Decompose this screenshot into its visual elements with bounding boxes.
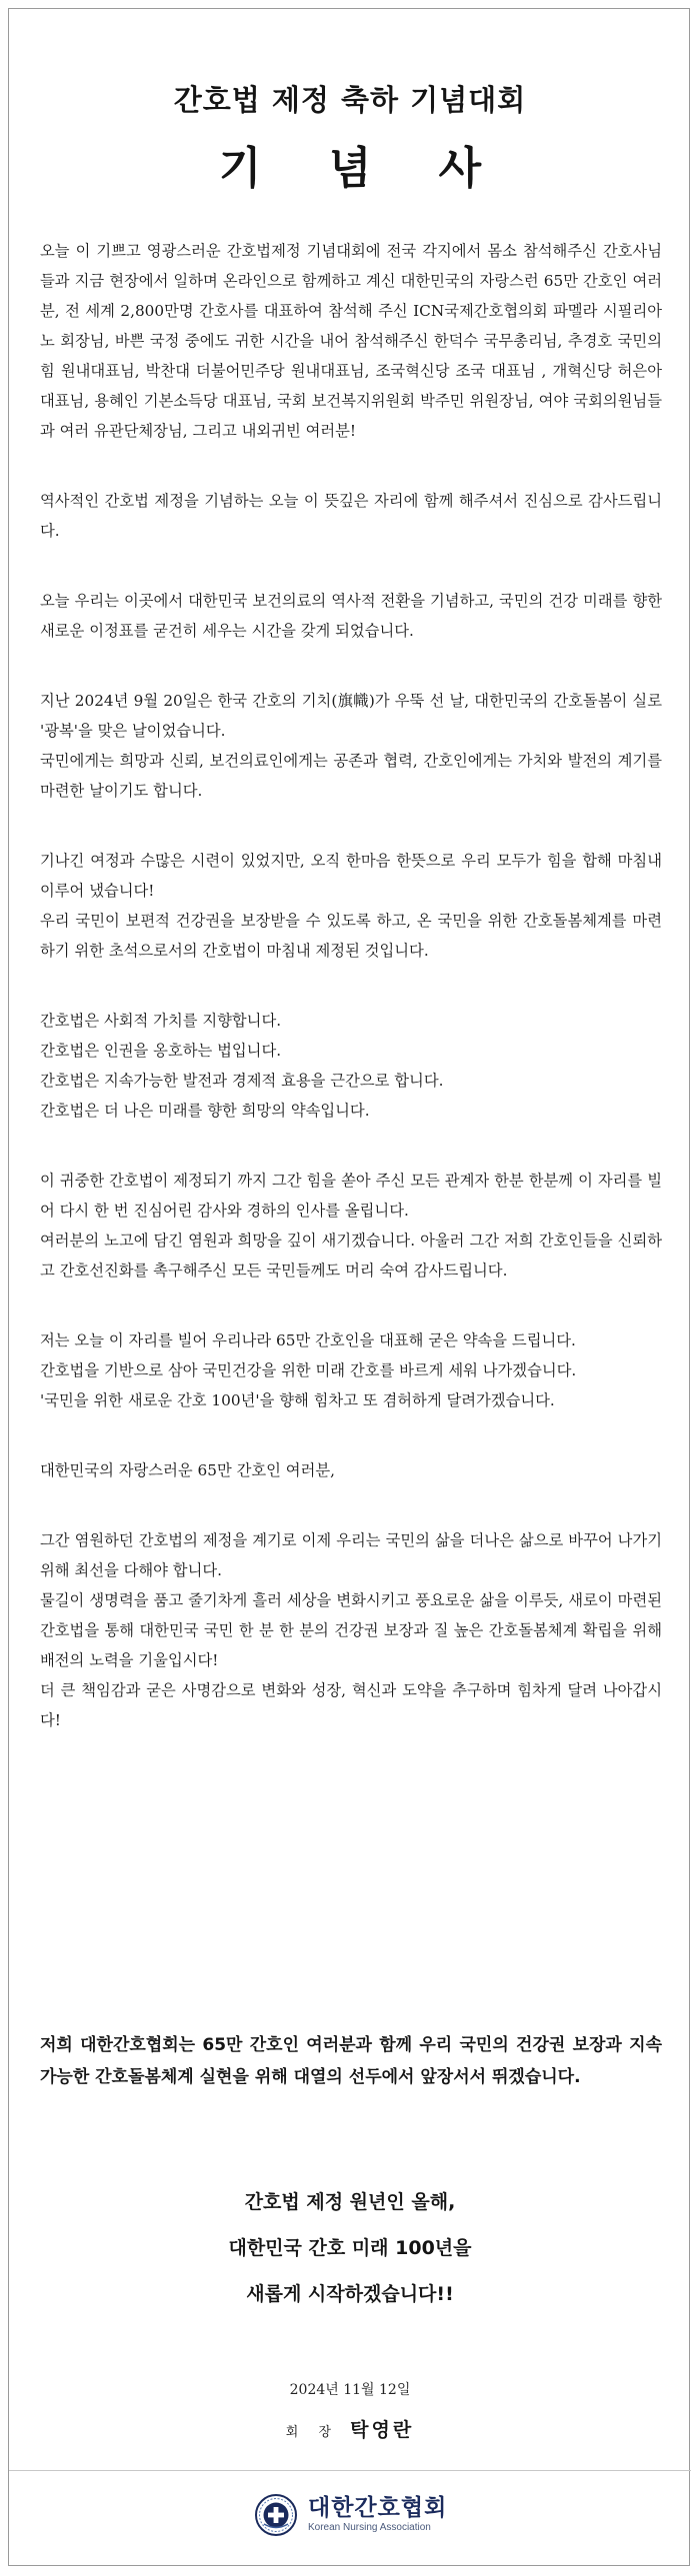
address-paragraph: 대한민국의 자랑스러운 65만 간호인 여러분, [40, 1461, 335, 1479]
gratitude-paragraph: 역사적인 간호법 제정을 기념하는 오늘 이 뜻깊은 자리에 함께 해주셔서 진심으로 감사드립니다. [40, 492, 662, 540]
body-line: 간호법은 더 나은 미래를 향한 희망의 약속입니다. [40, 1102, 370, 1120]
footer-divider [9, 2470, 691, 2471]
pledge-paragraph: 저희 대한간호협회는 65만 간호인 여러분과 함께 우리 국민의 건강권 보장과 지속 가능한 간호돌봄체계 실현을 위해 대열의 선두에서 앞장서서 뛰겠습니다. [40, 2035, 662, 2087]
body-line: 여러분의 노고에 담긴 염원과 희망을 깊이 새기겠습니다. 아울러 그간 저희 간호인들을 신뢰하고 간호선진화를 촉구해주신 모든 국민들께도 머리 숙여 감사드립니다. [40, 1232, 662, 1280]
body-line: '국민을 위한 새로운 간호 100년'을 향해 힘차고 또 겸허하게 달려가겠습니다. [40, 1391, 555, 1409]
body-line: 국민에게는 희망과 신뢰, 보건의료인에게는 공존과 협력, 간호인에게는 가치와 발전의 계기를 마련한 날이기도 합니다. [40, 752, 662, 800]
milestone-paragraph: 오늘 우리는 이곳에서 대한민국 보건의료의 역사적 전환을 기념하고, 국민의 건강 미래를 향한 새로운 이정표를 굳건히 세우는 시간을 갖게 되었습니다. [40, 592, 662, 640]
greeting-paragraph: 오늘 이 기쁘고 영광스러운 간호법제정 기념대회에 전국 각지에서 몸소 참석해주신 간호사님들과 지금 현장에서 일하며 온라인으로 함께하고 계신 대한민국의 자랑스런 65만 간호인 여러분, 전 세계 2,800만명 간호사를 대표하여 참석해 주신 ICN국제간호협의회 파멜라 시필리아노 회장님, 바쁜 국정 중에도 귀한 시간을 내어 참석해주신 한덕수 국무총리님, 추경호 국민의 힘 원내대표님, 박찬대 더불어민주당 원내대표님, 조국혁신당 조국 대표님 , 개혁신당 허은아 대표님, 용혜인 기본소득당 대표님, 국회 보건복지위원회 박주민 위원장님, 여야 국회의원님들과 여러 유관단체장님, 그리고 내외귀빈 여러분! [40, 242, 662, 440]
kna-emblem-icon [254, 2493, 298, 2537]
signature-role: 회 장 [285, 2425, 340, 2440]
body-line: 기나긴 여정과 수많은 시련이 있었지만, 오직 한마음 한뜻으로 우리 모두가 힘을 합해 마침내 이루어 냈습니다! [40, 852, 662, 900]
body-line: 지난 2024년 9월 20일은 한국 간호의 기치(旗幟)가 우뚝 선 날, 대한민국의 간호돌봄이 실로 '광복'을 맞은 날이었습니다. [40, 692, 662, 740]
body-line: 저는 오늘 이 자리를 빌어 우리나라 65만 간호인을 대표해 굳은 약속을 드립니다. [40, 1331, 576, 1349]
body-line: 물길이 생명력을 품고 줄기차게 흘러 세상을 변화시키고 풍요로운 삶을 이루듯, 새로이 마련된 간호법을 통해 대한민국 국민 한 분 한 분의 건강권 보장과 질 높은 간호돌봄체계 확립을 위해 배전의 노력을 기울입시다! [40, 1591, 662, 1669]
event-title: 간호법 제정 축하 기념대회 [173, 83, 527, 117]
closing-line: 간호법 제정 원년인 올해, [244, 2191, 456, 2213]
speech-body [40, 236, 662, 1735]
logo-text [308, 2495, 447, 2535]
signature-name: 탁영란 [350, 2419, 415, 2441]
closing-line: 새롭게 시작하겠습니다!! [246, 2283, 454, 2305]
date: 2024년 11월 12일 [289, 2382, 411, 2398]
body-line: 우리 국민이 보편적 건강권을 보장받을 수 있도록 하고, 온 국민을 위한 간호돌봄체계를 마련하기 위한 초석으로서의 간호법이 마침내 제정된 것입니다. [40, 912, 662, 960]
closing-statement [0, 2179, 700, 2317]
closing-line: 대한민국 간호 미래 100년을 [228, 2237, 472, 2259]
body-line: 간호법은 사회적 가치를 지향합니다. [40, 1012, 282, 1030]
body-line: 간호법을 기반으로 삼아 국민건강을 위한 미래 간호를 바르게 세워 나가겠습니다. [40, 1361, 577, 1379]
body-line: 간호법은 지속가능한 발전과 경제적 효용을 근간으로 합니다. [40, 1072, 444, 1090]
signature [0, 2415, 700, 2442]
body-line: 그간 염원하던 간호법의 제정을 계기로 이제 우리는 국민의 삶을 더나은 삶으로 바꾸어 나가기 위해 최선을 다해야 합니다. [40, 1531, 662, 1579]
body-line: 이 귀중한 간호법이 제정되기 까지 그간 힘을 쏟아 주신 모든 관계자 한분 한분께 이 자리를 빌어 다시 한 번 진심어린 감사와 경하의 인사를 올립니다. [40, 1172, 662, 1220]
body-line: 더 큰 책임감과 굳은 사명감으로 변화와 성장, 혁신과 도약을 추구하며 힘차게 달려 나아갑시다! [40, 1681, 662, 1729]
association-logo [254, 2487, 447, 2543]
body-line: 간호법은 인권을 옹호하는 법입니다. [40, 1042, 282, 1060]
document-heading: 기 념 사 [218, 143, 508, 194]
logo-name-english: Korean Nursing Association [308, 2522, 431, 2533]
logo-name-korean: 대한간호협회 [308, 2495, 448, 2521]
